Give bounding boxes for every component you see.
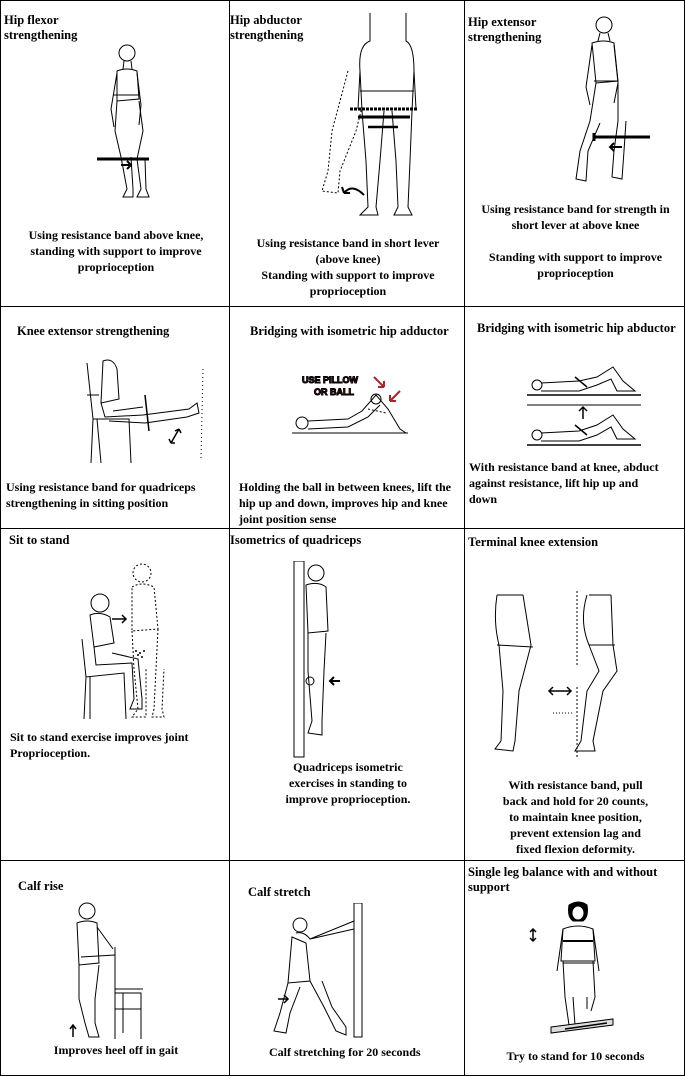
cell-title: Single leg balance with and without support bbox=[468, 865, 658, 894]
cell-description: With resistance band, pull back and hold for 20 counts, to maintain knee position, prevent extension lag and fixed flexion deformity. bbox=[502, 778, 649, 856]
cell-knee-extensor bbox=[0, 306, 230, 529]
cell-title: Hip flexor strengthening bbox=[4, 13, 78, 42]
use-pillow-label: USE PILLOW bbox=[302, 375, 358, 385]
cell-title: Isometrics of quadriceps bbox=[230, 533, 362, 547]
illustration-wall-standing bbox=[292, 561, 362, 761]
cell-description: Quadriceps isometric exercises in standing to improve proprioception. bbox=[285, 760, 411, 806]
cell-hip-extensor bbox=[464, 0, 685, 307]
cell-single-leg-balance bbox=[464, 860, 685, 1076]
cell-description: Using resistance band above knee, standing with support to improve proprioception bbox=[28, 228, 204, 274]
cell-terminal-knee-extension bbox=[464, 528, 685, 861]
cell-title: Knee extensor strengthening bbox=[17, 324, 170, 338]
cell-quadriceps-isometrics bbox=[229, 528, 465, 861]
cell-title: Terminal knee extension bbox=[468, 535, 599, 549]
cell-description: Using resistance band for strength in short lever at above knee Standing with support to improve proprioception bbox=[481, 202, 670, 280]
cell-description: Holding the ball in between knees, lift the hip up and down, improves hip and knee joint position sense bbox=[239, 480, 452, 526]
illustration-front-legs-abduction bbox=[318, 11, 428, 221]
illustration-calf-rise-chair bbox=[67, 899, 147, 1044]
cell-hip-flexor bbox=[0, 0, 230, 307]
cell-calf-rise bbox=[0, 860, 230, 1076]
cell-title: Sit to stand bbox=[9, 533, 70, 547]
illustration-standing-extension bbox=[560, 11, 660, 191]
cell-sit-to-stand bbox=[0, 528, 230, 861]
illustration-sit-to-stand bbox=[76, 559, 176, 724]
illustration-bridge-with-band bbox=[527, 361, 647, 461]
illustration-seated-knee-extension bbox=[79, 359, 204, 469]
cell-description: With resistance band at knee, abduct against resistance, lift hip up and down bbox=[469, 460, 659, 506]
cell-title: Hip extensor strengthening bbox=[468, 15, 542, 44]
cell-description: Using resistance band in short lever (above knee) Standing with support to improve proprioception bbox=[256, 236, 440, 298]
cell-title: Hip abductor strengthening bbox=[230, 13, 304, 42]
cell-description: Improves heel off in gait bbox=[53, 1043, 179, 1057]
cell-hip-abductor bbox=[229, 0, 465, 307]
illustration-standing-figure bbox=[91, 39, 161, 209]
cell-bridging-adductor bbox=[229, 306, 465, 529]
cell-title: Calf rise bbox=[18, 879, 64, 893]
illustration-knee-extension-legs bbox=[493, 591, 653, 761]
cell-description: Using resistance band for quadriceps strengthening in sitting position bbox=[6, 480, 196, 510]
cell-description: Calf stretching for 20 seconds bbox=[269, 1045, 421, 1059]
cell-title: Calf stretch bbox=[248, 885, 311, 899]
cell-calf-stretch bbox=[229, 860, 465, 1076]
illustration-calf-stretch-wall bbox=[270, 903, 365, 1038]
illustration-bridge-with-ball bbox=[288, 369, 418, 439]
svg-text:OR BALL: OR BALL bbox=[314, 387, 354, 397]
cell-bridging-abductor bbox=[464, 306, 685, 529]
cell-title: Bridging with isometric hip adductor bbox=[250, 324, 449, 338]
illustration-single-leg-balance-board bbox=[527, 901, 627, 1036]
cell-description: Try to stand for 10 seconds bbox=[506, 1049, 645, 1063]
cell-title: Bridging with isometric hip abductor bbox=[477, 321, 676, 335]
cell-description: Sit to stand exercise improves joint Proprioception. bbox=[10, 730, 189, 760]
